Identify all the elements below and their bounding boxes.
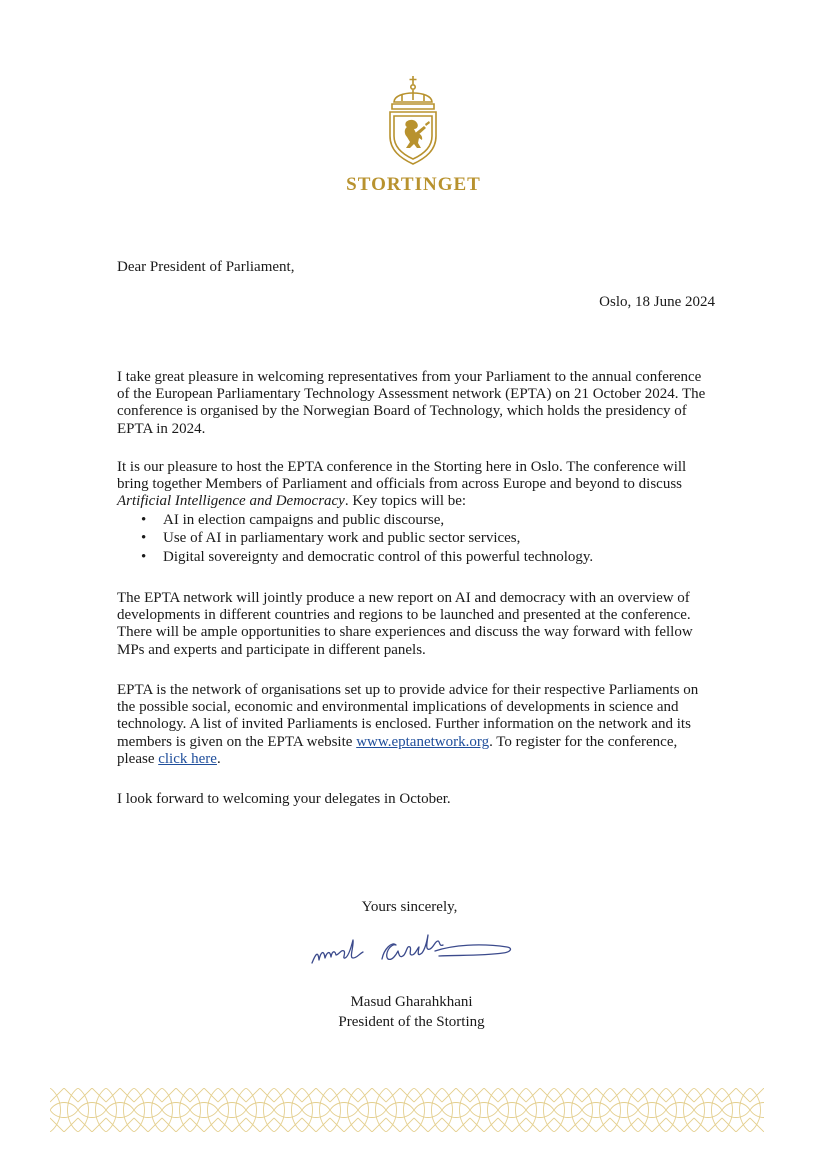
paragraph-epta-text	[117, 682, 717, 768]
paragraph-report	[117, 590, 717, 659]
signer-name: Masud Gharahkhani	[350, 994, 473, 1010]
paragraph-conference-text	[117, 459, 717, 511]
paragraph-epta-middle: . To register for the conference, please	[117, 733, 678, 767]
salutation: Dear President of Parliament,	[117, 259, 295, 275]
stortinget-wordmark: STORTINGET	[346, 174, 481, 195]
topic-item: • AI in election campaigns and public discourse,	[163, 511, 717, 530]
conference-theme: Artificial Intelligence and Democracy	[117, 493, 345, 510]
paragraph-closing	[117, 791, 717, 808]
coat-of-arms-lion-icon	[384, 74, 442, 168]
topic-item: • Use of AI in parliamentary work and public sector services,	[163, 529, 717, 548]
epta-website-link[interactable]: www.eptanetwork.org	[356, 733, 490, 750]
paragraph-epta-end: .	[216, 750, 221, 767]
topic-item: • Digital sovereignty and democratic control of this powerful technology.	[163, 548, 717, 567]
paragraph-epta	[117, 682, 717, 768]
signer-title: President of the Storting	[338, 1014, 485, 1030]
paragraph-conference-tail: . Key topics will be:	[344, 493, 467, 510]
paragraph-intro	[117, 369, 717, 438]
handwritten-signature	[300, 929, 530, 975]
decorative-footer-pattern	[50, 1088, 764, 1132]
dateline: Oslo, 18 June 2024	[599, 294, 715, 310]
paragraph-intro-text: I take great pleasure in welcoming representatives from your Parliament to the annual conference of the European Parliamentary Technology Assessment network (EPTA) on 21 October 2024. The conference is organised by the Norwegian Board of Technology, which holds the presidency of EPTA in 2024.	[117, 369, 706, 437]
paragraph-conference-lead: It is our pleasure to host the EPTA conference in the Storting here in Oslo. The conference will bring together Members of Parliament and officials from across Europe and beyond to discuss	[117, 459, 687, 493]
register-link[interactable]: click here	[158, 750, 217, 767]
paragraph-epta-lead: EPTA is the network of organisations set up to provide advice for their respective Parliaments on the possible social, economic and environmental implications of developments in science and technology. A list of invited Parliaments is enclosed. Further information on the network and its members is given on the EPTA website	[117, 682, 699, 750]
paragraph-report-text: The EPTA network will jointly produce a new report on AI and democracy with an overview of developments in different countries and regions to be launched and presented at the conference. There will be ample opportunities to share experiences and discuss the way forward with fellow MPs and experts and participate in different panels.	[117, 590, 693, 658]
paragraph-closing-text: I look forward to welcoming your delegates in October.	[117, 791, 451, 807]
paragraph-conference	[117, 459, 717, 566]
complimentary-close: Yours sincerely,	[361, 899, 458, 915]
key-topics-list	[117, 511, 717, 567]
